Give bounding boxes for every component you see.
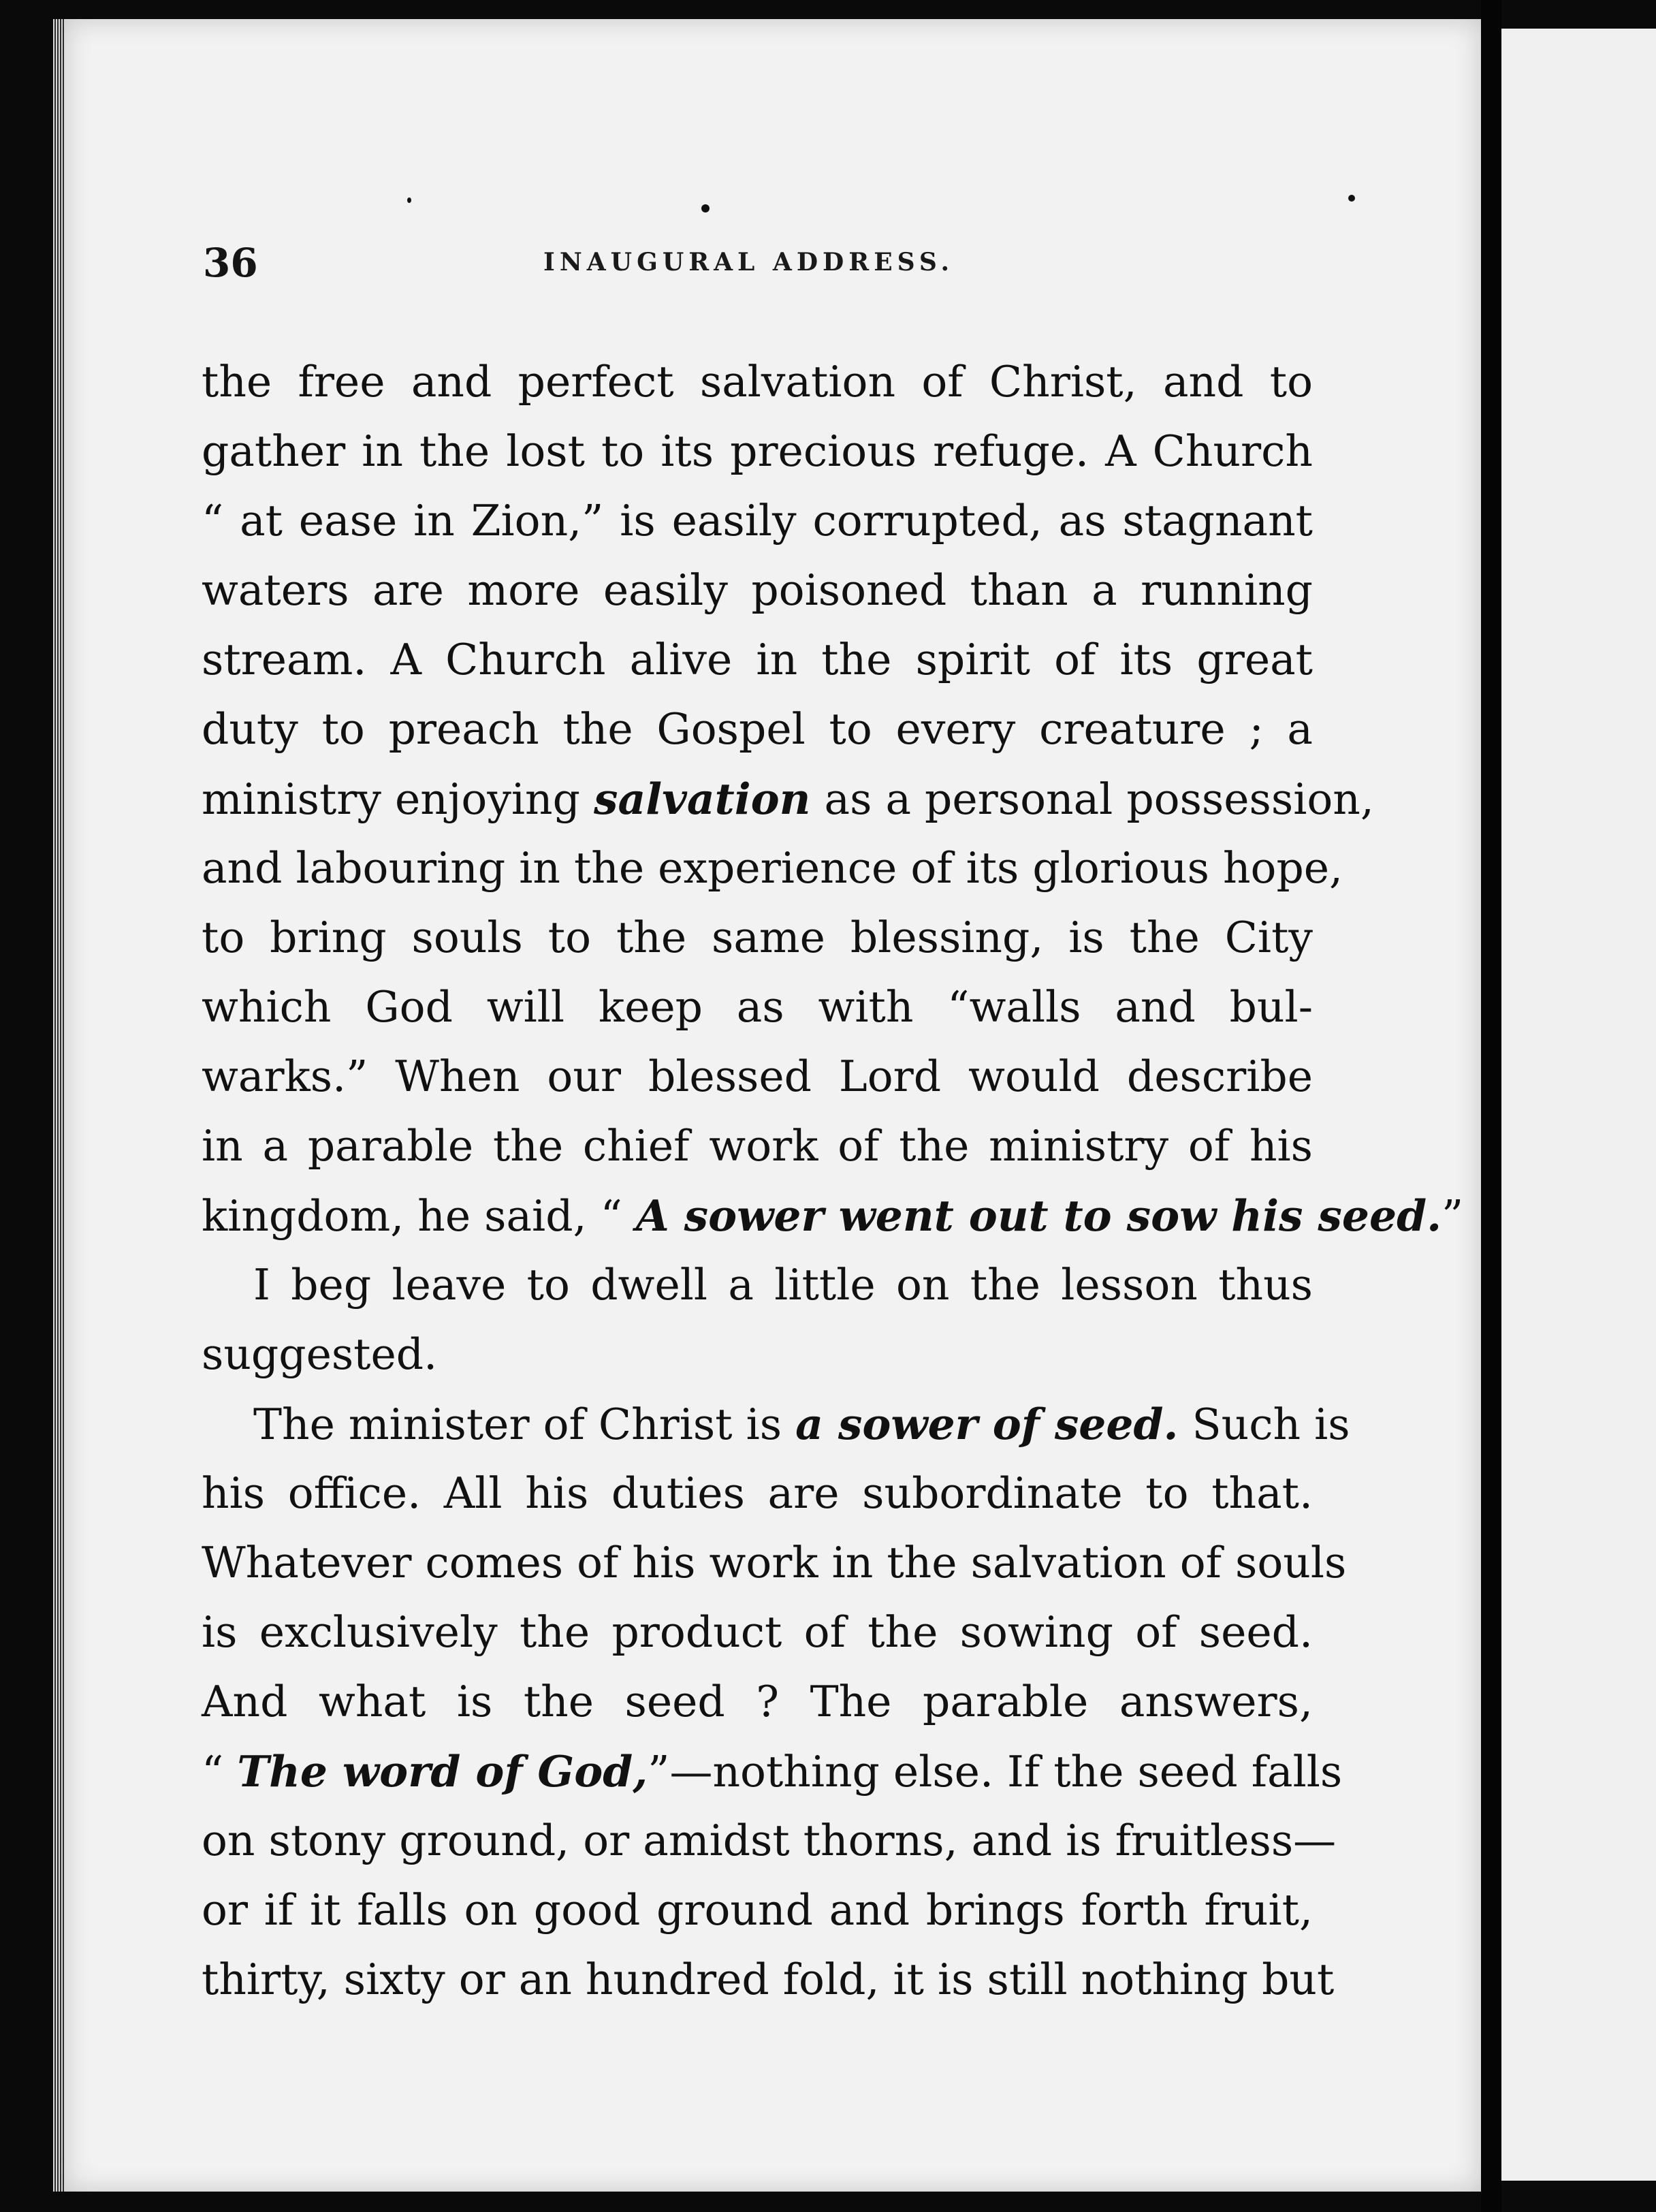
- adjacent-page-edge: [1501, 29, 1656, 2181]
- text-line: [202, 486, 1313, 556]
- text-line: [202, 1042, 1313, 1111]
- text-run: on stony ground, or amidst thorns, and is fruitless—: [202, 1816, 1337, 1865]
- text-line: [202, 834, 1343, 903]
- text-line: [202, 1111, 1313, 1181]
- italic-phrase: A sower went out to sow his seed.: [635, 1190, 1442, 1241]
- text-run: Whatever comes of his work in the salvation of souls: [202, 1538, 1347, 1587]
- text-run: The minister of Christ is: [253, 1400, 796, 1449]
- text-run: stream. A Church alive in the spirit of its great: [202, 635, 1313, 684]
- text-run: “: [202, 1747, 238, 1797]
- text-line: [202, 1528, 1347, 1598]
- text-run: warks.” When our blessed Lord would describe: [202, 1052, 1313, 1101]
- ink-speck: [1348, 195, 1355, 202]
- text-line: [202, 417, 1313, 486]
- text-run: suggested.: [202, 1329, 438, 1379]
- text-run: in a parable the chief work of the ministry of his: [202, 1121, 1313, 1171]
- text-line: [202, 764, 1374, 834]
- italic-phrase: salvation: [593, 774, 811, 824]
- text-run: is exclusively the product of the sowing of seed.: [202, 1607, 1313, 1657]
- text-run: kingdom, he said, “: [202, 1191, 636, 1241]
- text-run: duty to preach the Gospel to every creature ; a: [202, 704, 1313, 754]
- text-run: waters are more easily poisoned than a running: [202, 565, 1313, 615]
- text-line: [202, 1598, 1313, 1667]
- text-run: gather in the lost to its precious refuge. A Church: [202, 426, 1313, 476]
- text-run: to bring souls to the same blessing, is the City: [202, 913, 1313, 962]
- text-run: “ at ease in Zion,” is easily corrupted, as stagnant: [202, 496, 1313, 546]
- text-line: [202, 625, 1313, 695]
- text-run: ministry enjoying: [202, 774, 594, 824]
- text-line: [202, 973, 1313, 1042]
- text-line: [202, 1667, 1313, 1737]
- body-text: [202, 347, 1464, 2014]
- text-line: [202, 1250, 1313, 1320]
- text-line: [202, 1389, 1350, 1459]
- text-run: and labouring in the experience of its glorious hope,: [202, 843, 1343, 893]
- text-run: I beg leave to dwell a little on the lesson thus: [253, 1260, 1313, 1310]
- ink-speck: [701, 204, 710, 212]
- text-line: [202, 1806, 1337, 1876]
- book-gutter: [1481, 0, 1501, 2212]
- text-run: ”—nothing else. If the seed falls: [648, 1747, 1343, 1797]
- text-run: And what is the seed ? The parable answers,: [202, 1677, 1313, 1726]
- ink-speck: [407, 198, 411, 203]
- text-run: thirty, sixty or an hundred fold, it is still nothing but: [202, 1955, 1335, 2004]
- page-header: [203, 240, 1306, 287]
- text-line: [202, 1945, 1335, 2014]
- italic-phrase: a sower of seed.: [795, 1399, 1179, 1449]
- text-line: [202, 347, 1313, 417]
- text-run: which God will keep as with “walls and bul-: [202, 982, 1313, 1032]
- text-run: or if it falls on good ground and brings forth fruit,: [202, 1885, 1313, 1935]
- text-line: [202, 903, 1313, 973]
- text-run: the free and perfect salvation of Christ, and to: [202, 357, 1313, 407]
- page-number: 36: [203, 240, 258, 286]
- text-line: [202, 1181, 1464, 1250]
- text-run: ”: [1442, 1191, 1464, 1241]
- text-line: [202, 556, 1313, 625]
- text-line: [202, 1737, 1343, 1806]
- italic-phrase: The word of God,: [237, 1746, 648, 1797]
- text-run: his office. All his duties are subordinate to that.: [202, 1468, 1313, 1518]
- text-run: as a personal possession,: [810, 774, 1374, 824]
- text-line: [202, 695, 1313, 764]
- text-run: Such is: [1178, 1400, 1350, 1449]
- text-line: [202, 1876, 1313, 1945]
- text-line: [202, 1459, 1313, 1528]
- running-title: INAUGURAL ADDRESS.: [543, 248, 955, 276]
- text-line: [202, 1320, 1313, 1389]
